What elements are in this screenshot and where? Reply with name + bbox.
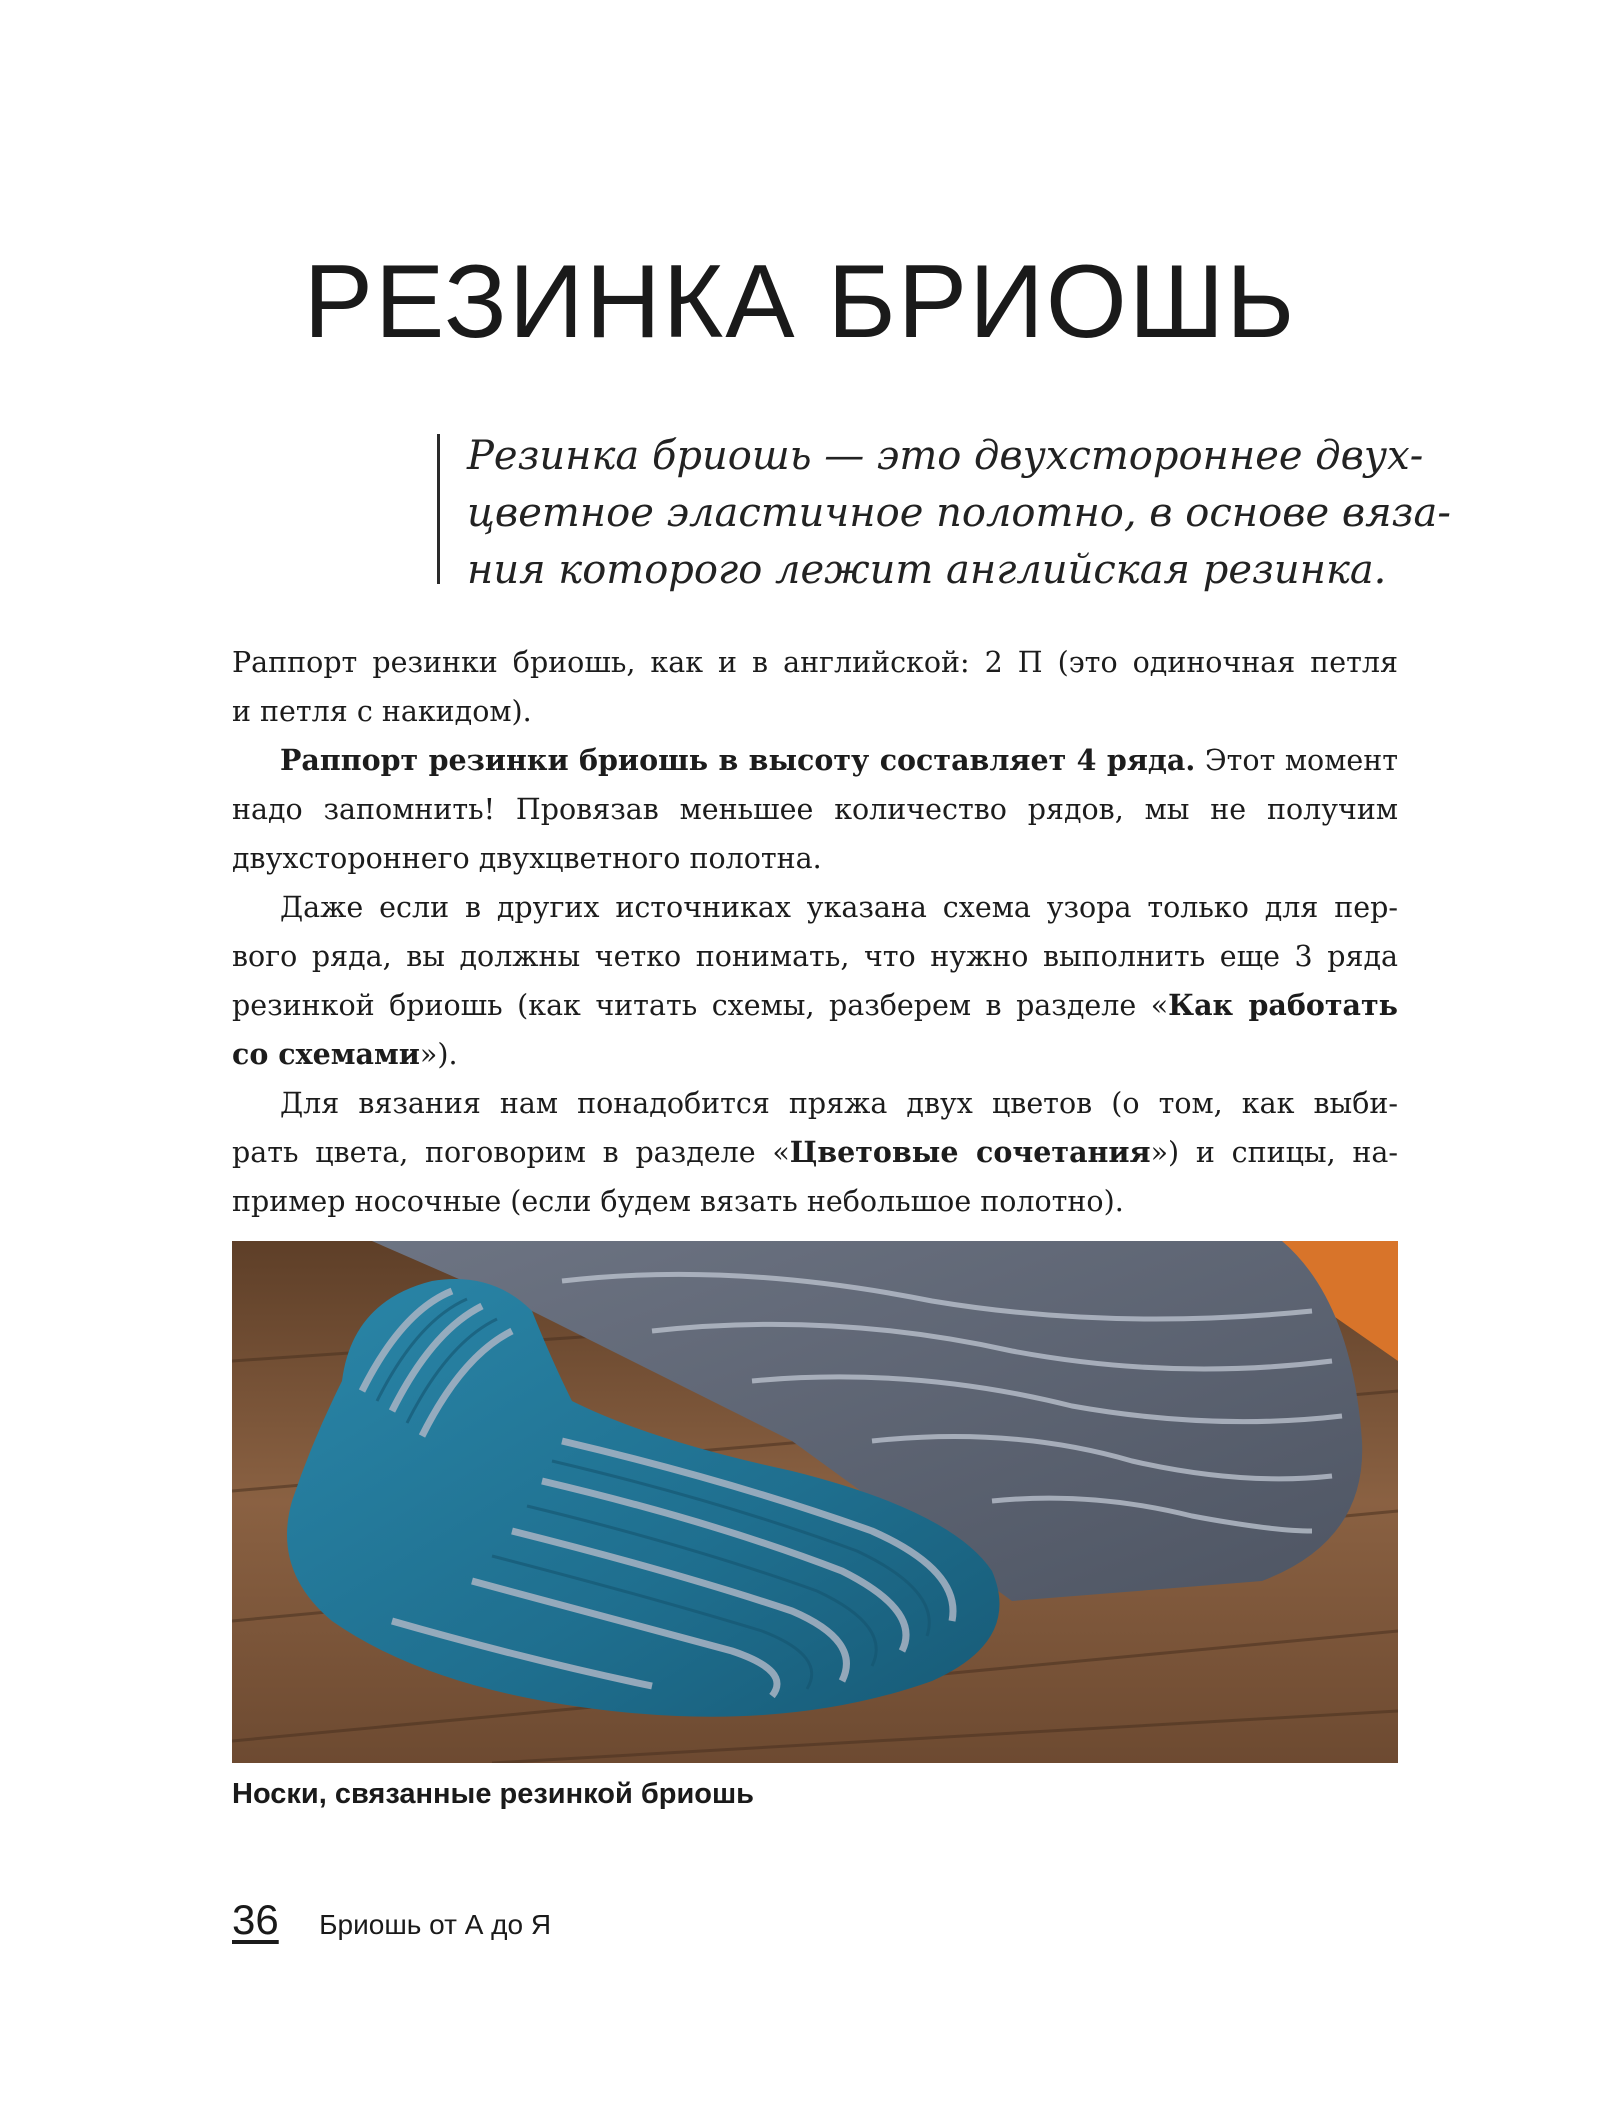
epigraph-line: ния которого лежит английская резинка. — [467, 547, 1387, 593]
text-line: Даже если в других источниках указана схема узора только для пер- — [280, 891, 1398, 924]
text-line — [232, 1128, 1398, 1177]
page-footer — [232, 1896, 551, 1944]
section-reference: Цветовые сочетания — [789, 1135, 1151, 1169]
text-line — [232, 736, 1398, 785]
text-line — [232, 981, 1398, 1030]
paragraph-4 — [232, 1079, 1398, 1226]
sock-photo-illustration — [232, 1241, 1398, 1763]
epigraph-rule — [437, 434, 440, 584]
text-fragment: »). — [419, 1038, 458, 1071]
text-line: надо запомнить! Провязав меньшее количество рядов, мы не получим — [232, 793, 1398, 826]
epigraph-text — [467, 428, 1451, 599]
text-line: двухстороннего двухцветного полотна. — [232, 842, 822, 875]
paragraph-2 — [232, 736, 1398, 883]
page-number: 36 — [232, 1896, 279, 1943]
body-text — [232, 638, 1398, 1226]
text-line — [232, 1030, 1398, 1079]
text-fragment: рать цвета, поговорим в разделе « — [232, 1136, 790, 1169]
text-fragment: ») и спицы, на- — [1150, 1136, 1399, 1169]
text-fragment: Этот момент — [1195, 744, 1398, 777]
epigraph-line: Резинка бриошь — это двухстороннее двух- — [467, 433, 1424, 479]
paragraph-1 — [232, 638, 1398, 736]
bold-phrase: Раппорт резинки бриошь в высоту составляет 4 ряда. — [280, 743, 1196, 777]
text-line: пример носочные (если будем вязать небольшое полотно). — [232, 1185, 1124, 1218]
chapter-title: РЕЗИНКА БРИОШЬ — [303, 244, 1297, 360]
epigraph-line: цветное эластичное полотно, в основе вяза- — [467, 490, 1451, 536]
text-line: вого ряда, вы должны четко понимать, что нужно выполнить еще 3 ряда — [232, 940, 1398, 973]
section-reference: Как работать — [1168, 988, 1399, 1022]
text-line: Раппорт резинки бриошь, как и в английской: 2 П (это одиночная петля — [232, 646, 1398, 679]
text-line: и петля с накидом). — [232, 695, 532, 728]
paragraph-3 — [232, 883, 1398, 1079]
text-line: Для вязания нам понадобится пряжа двух цветов (о том, как выби- — [280, 1087, 1398, 1120]
epigraph — [437, 428, 1451, 599]
text-fragment: резинкой бриошь (как читать схемы, разберем в разделе « — [232, 989, 1169, 1022]
photo-caption: Носки, связанные резинкой бриошь — [232, 1778, 754, 1810]
section-reference: со схемами — [232, 1037, 420, 1071]
running-title: Бриошь от А до Я — [319, 1909, 552, 1940]
sock-photo — [232, 1241, 1398, 1763]
